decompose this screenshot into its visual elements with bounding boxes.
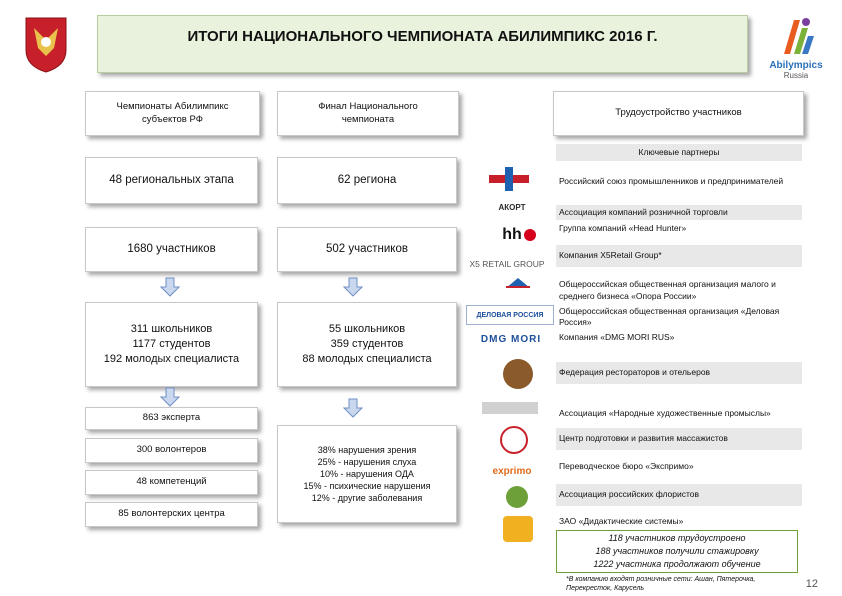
mid-schoolchildren: 55 школьников [328, 323, 406, 336]
opora-logo [505, 275, 531, 289]
partner-row: Ассоциация российских флористов [556, 484, 802, 506]
delovaya-rossiya-logo: ДЕЛОВАЯ РОССИЯ [466, 305, 554, 325]
mid-disability-mental: 15% - психические нарушения [303, 481, 431, 492]
partner-row: Федерация рестораторов и отельеров [556, 362, 802, 384]
florists-emblem-icon [506, 486, 528, 508]
partner-row: Ассоциация «Народные художественные промыслы» [559, 407, 771, 418]
mid-breakdown [277, 302, 457, 387]
down-arrow-icon [160, 387, 180, 407]
hh-logo-badge-icon [524, 229, 536, 241]
left-young-specialists: 192 молодых специалиста [103, 352, 240, 365]
partner-row: ЗАО «Дидактические системы» [559, 516, 684, 527]
rspp-logo [484, 164, 534, 194]
left-participants: 1680 участников [85, 227, 258, 272]
mid-young-specialists: 88 молодых специалиста [302, 352, 432, 365]
mid-disabilities [277, 425, 457, 523]
partner-row: Компания X5Retail Group* [556, 245, 802, 267]
page-number: 12 [805, 578, 818, 590]
left-column-header: Чемпионаты Абилимпикс субъектов РФ [85, 91, 260, 136]
didactic-systems-logo-icon [503, 516, 533, 542]
massage-center-emblem-icon [500, 426, 528, 454]
exprimo-logo: exprimo [492, 465, 532, 477]
hh-logo-text: hh [502, 226, 522, 243]
partner-row: Компания «DMG MORI RUS» [559, 332, 675, 343]
down-arrow-icon [343, 398, 363, 418]
left-regional-stages: 48 региональных этапа [85, 157, 258, 204]
mid-column-header: Финал Национального чемпионата [277, 91, 459, 136]
down-arrow-icon [160, 277, 180, 297]
mid-students: 359 студентов [330, 338, 404, 351]
left-schoolchildren: 311 школьников [130, 323, 213, 336]
left-experts: 863 эксперта [85, 407, 258, 430]
partners-title: Ключевые партнеры [556, 144, 802, 161]
results-employed: 118 участников трудоустроено [608, 533, 746, 543]
footnote: *В компанию входят розничные сети: Ашан, Пятерочка, Перекресток, Карусель [566, 576, 756, 593]
left-volunteer-centers: 85 волонтерских центра [85, 502, 258, 527]
left-competencies: 48 компетенций [85, 470, 258, 495]
crafts-logo-icon [482, 402, 538, 414]
partner-row: Переводческое бюро «Экспримо» [559, 461, 694, 472]
partner-row: Ассоциация компаний розничной торговли [556, 205, 802, 220]
restaurateurs-emblem-icon [503, 359, 533, 389]
right-column-header: Трудоустройство участников [553, 91, 804, 136]
mid-disability-hearing: 25% - нарушения слуха [317, 456, 417, 467]
partner-row: Российский союз промышленников и предпринимателей [559, 176, 784, 187]
akort-logo: АКОРТ [498, 202, 526, 212]
partner-row: Общероссийская общественная организация малого и среднего бизнеса «Опора России» [559, 279, 776, 301]
left-students: 1177 студентов [132, 338, 211, 351]
results-internship: 188 участников получили стажировку [595, 546, 759, 556]
mid-disability-other: 12% - другие заболевания [311, 493, 423, 504]
employment-results [556, 530, 798, 573]
abilympics-logo [758, 10, 834, 90]
results-continue-study: 1222 участника продолжают обучение [593, 559, 761, 569]
down-arrow-icon [343, 277, 363, 297]
emblem-icon [20, 12, 72, 74]
partner-row: Центр подготовки и развития массажистов [556, 428, 802, 450]
hh-logo [494, 224, 544, 246]
abilympics-logo-icon [776, 14, 816, 58]
mid-disability-vision: 38% нарушения зрения [317, 444, 417, 455]
x5-logo: X5 RETAIL GROUP [469, 259, 545, 269]
partner-row: Группа компаний «Head Hunter» [559, 222, 687, 233]
page-title: ИТОГИ НАЦИОНАЛЬНОГО ЧЕМПИОНАТА АБИЛИМПИКС 2016 Г. [97, 15, 748, 73]
partner-row: Общероссийская общественная организация «Деловая Россия» [559, 305, 780, 327]
dmg-mori-logo: DMG MORI [480, 333, 542, 345]
brand-name: Abilympics [769, 60, 823, 71]
left-volunteers: 300 волонтеров [85, 438, 258, 463]
brand-sub: Russia [783, 71, 809, 80]
left-breakdown [85, 302, 258, 387]
mid-regions: 62 региона [277, 157, 457, 204]
mid-disability-oda: 10% - нарушения ОДА [320, 468, 414, 479]
mid-participants: 502 участников [277, 227, 457, 272]
